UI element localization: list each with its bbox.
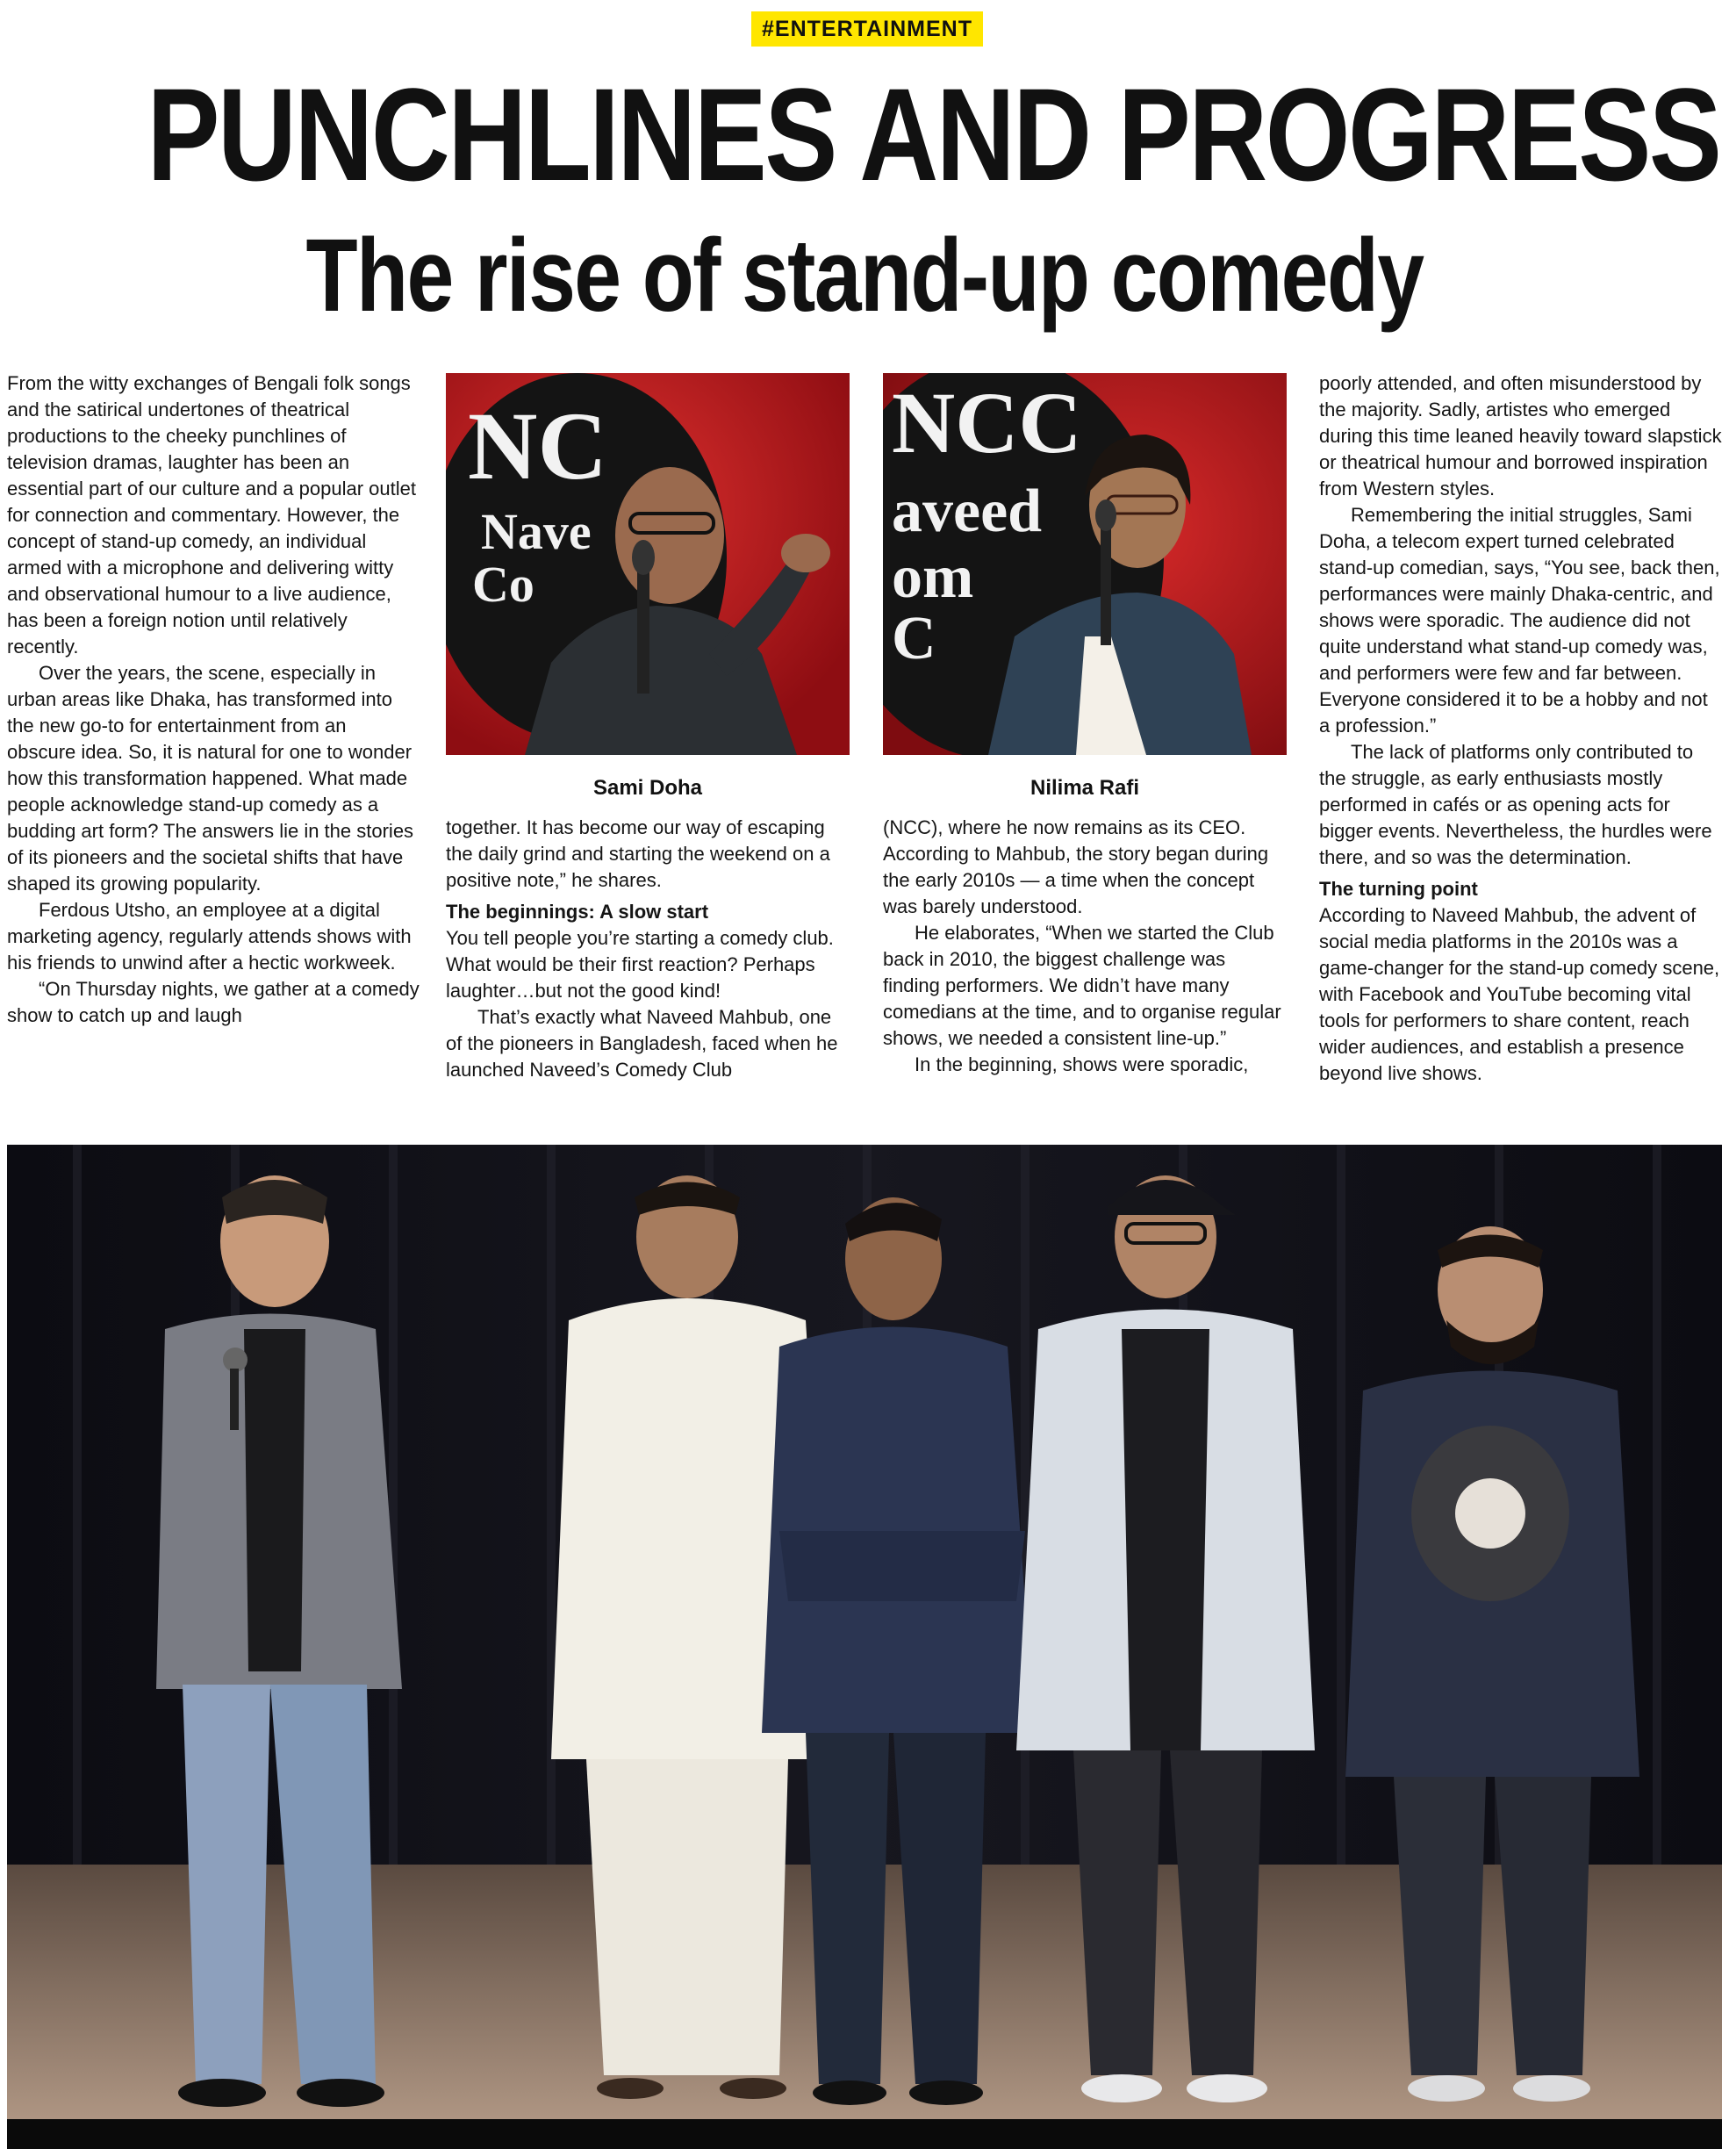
article-column-3 [883, 815, 1287, 1078]
svg-text:Nave: Nave [481, 503, 592, 560]
paragraph: “On Thursday nights, we gather at a comedy show to catch up and laugh [7, 978, 420, 1026]
article-column-1 [7, 370, 420, 1029]
svg-text:NC: NC [468, 392, 607, 499]
paragraph: together. It has become our way of escaping the daily grind and starting the weekend on a positive note,” he shares. [446, 816, 830, 891]
section-tag: #ENTERTAINMENT [751, 11, 983, 47]
paragraph: According to Naveed Mahbub, the advent of social media platforms in the 2010s was a game-changer for the stand-up comedy scene, with Facebook and YouTube becoming vital tools for performers to share content, reach wider audiences, and establish a presence beyond live shows. [1319, 904, 1720, 1084]
paragraph: (NCC), where he now remains as its CEO. According to Mahbub, the story began during the early 2010s — a time when the concept was barely understood. [883, 816, 1269, 917]
article-column-2 [446, 815, 850, 1083]
paragraph: In the beginning, shows were sporadic, [915, 1053, 1249, 1075]
photo-sami-doha [446, 373, 850, 755]
photo-caption: Nilima Rafi [1030, 776, 1140, 800]
headline: PUNCHLINES AND PROGRESS [147, 61, 1720, 208]
svg-text:om: om [892, 543, 974, 611]
subheading: The beginnings: A slow start [446, 901, 709, 923]
photo-caption: Sami Doha [592, 776, 703, 800]
paragraph: The lack of platforms only contributed to the struggle, as early enthusiasts mostly performed in cafés or as opening acts for bigger events. Nevertheless, the hurdles were there, and so was the determination. [1319, 741, 1712, 868]
paragraph: You tell people you’re starting a comedy club. What would be their first reaction? Perhaps laughter…but not the good kind! [446, 927, 834, 1002]
svg-text:aveed: aveed [892, 478, 1043, 545]
photo-comedians-on-stage [7, 1145, 1722, 2149]
svg-text:NCC: NCC [892, 374, 1082, 471]
paragraph: That’s exactly what Naveed Mahbub, one of the pioneers in Bangladesh, faced when he launched Naveed’s Comedy Club [446, 1006, 838, 1081]
subheadline: The rise of stand-up comedy [305, 218, 1424, 334]
article-column-4 [1319, 370, 1723, 1087]
paragraph: From the witty exchanges of Bengali folk songs and the satirical undertones of theatrical productions to the cheeky punchlines of television dramas, laughter has been an essential part of our culture and a popular outlet for connection and commentary. However, the concept of stand-up comedy, an individual armed with a microphone and delivering witty and observational humour to a live audience, has been a foreign notion until relatively recently. [7, 372, 416, 658]
photo-nilima-rafi [883, 373, 1287, 755]
subheading: The turning point [1319, 878, 1478, 900]
paragraph: Over the years, the scene, especially in urban areas like Dhaka, has transformed into the new go-to for entertainment from an obscure idea. So, it is natural for one to wonder how this transformation happened. What made people acknowledge stand-up comedy as a budding art form? The answers lie in the stories of its pioneers and the societal shifts that have shaped its growing popularity. [7, 662, 414, 895]
paragraph: poorly attended, and often misunderstood by the majority. Sadly, artistes who emerged during this time leaned heavily toward slapstick or theatrical humour and borrowed inspiration from Western styles. [1319, 372, 1722, 499]
paragraph: He elaborates, “When we started the Club back in 2010, the biggest challenge was finding performers. We didn’t have many comedians at the time, and to organise regular shows, we needed a consistent line-up.” [883, 922, 1281, 1049]
paragraph: Remembering the initial struggles, Sami Doha, a telecom expert turned celebrated stand-up comedian, says, “You see, back then, performances were mainly Dhaka-centric, and shows were sporadic. The audience did not quite understand what stand-up comedy was, and performers were few and far between. Everyone considered it to be a hobby and not a profession.” [1319, 504, 1720, 737]
paragraph: Ferdous Utsho, an employee at a digital marketing agency, regularly attends shows with his friends to unwind after a hectic workweek. [7, 899, 412, 974]
svg-text:C: C [892, 605, 936, 672]
svg-text:Co: Co [472, 556, 534, 613]
